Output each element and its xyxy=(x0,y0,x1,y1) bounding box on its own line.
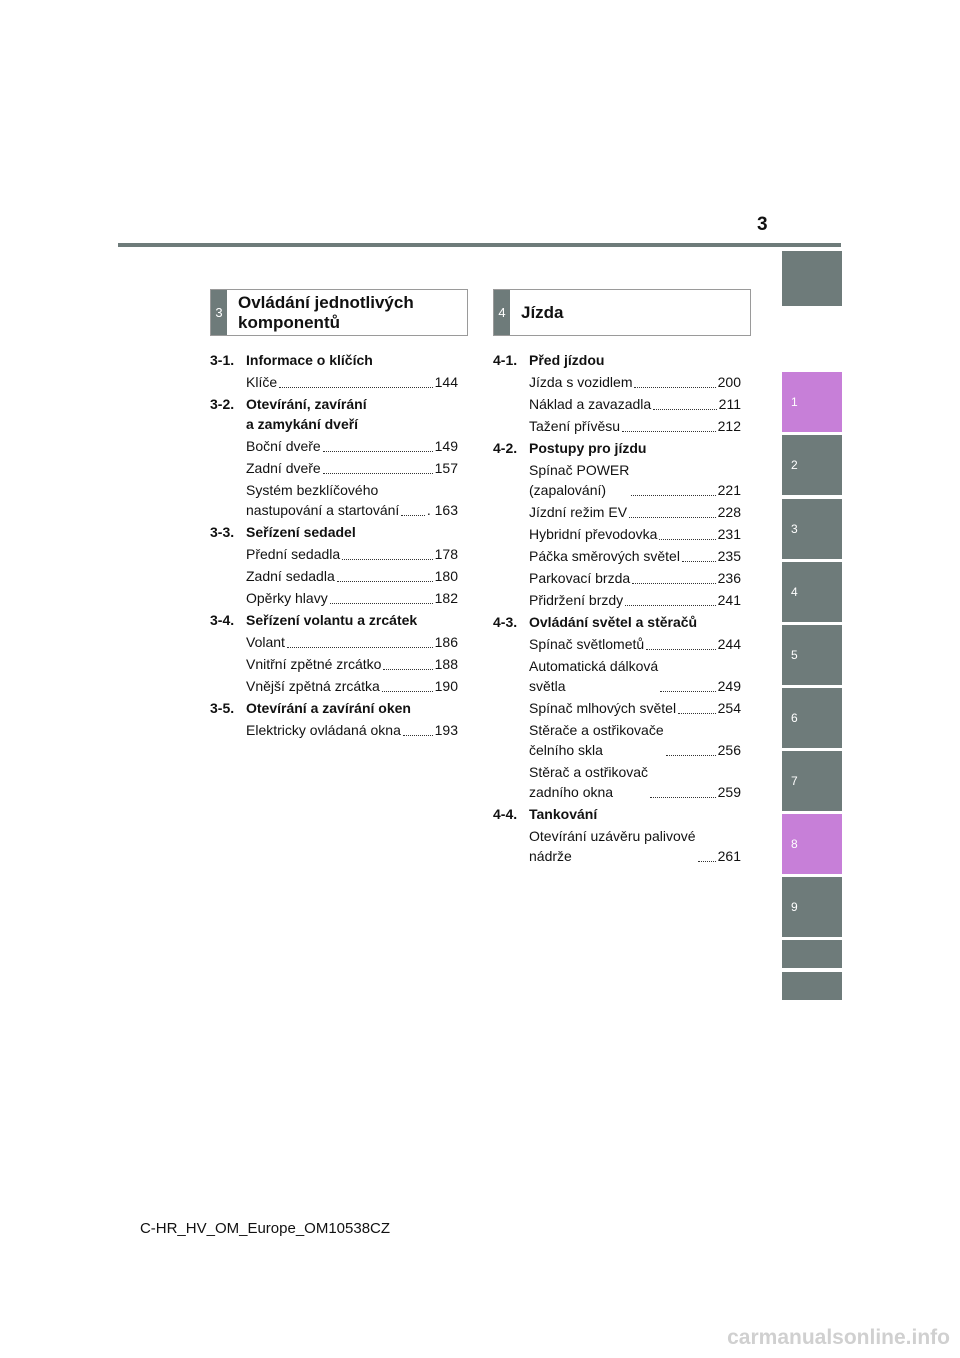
toc-entry-label: Spínač POWER (zapalování) xyxy=(529,462,630,498)
toc-group-number: 3-1. xyxy=(210,352,235,368)
toc-group xyxy=(210,394,458,520)
toc-entry[interactable] xyxy=(529,416,741,436)
dot-leader xyxy=(342,559,432,560)
dot-leader xyxy=(622,431,716,432)
toc-entry[interactable] xyxy=(529,762,741,802)
chapter-tab-5[interactable]: 5 xyxy=(782,625,842,685)
toc-entry-label: Přední sedadla xyxy=(246,546,341,562)
dot-leader xyxy=(659,539,715,540)
toc-entry-label: Parkovací brzda xyxy=(529,570,631,586)
toc-entry-label: Spínač světlometů xyxy=(529,636,645,652)
toc-entry[interactable] xyxy=(246,588,458,608)
dot-leader xyxy=(646,649,715,650)
chapter-tab-blank[interactable] xyxy=(782,251,842,306)
toc-entry-label: Stěrač a ostřikovač zadního okna xyxy=(529,764,649,800)
toc-group-label: Ovládání světel a stěračů xyxy=(529,614,698,630)
toc-group-label: Seřízení sedadel xyxy=(246,524,356,540)
toc-group-title[interactable] xyxy=(210,610,458,630)
toc-entry[interactable] xyxy=(246,436,458,456)
toc-entry-page: 212 xyxy=(717,418,741,434)
toc-entry-page: 228 xyxy=(717,504,741,520)
dot-leader xyxy=(287,647,433,648)
chapter-tab-6[interactable]: 6 xyxy=(782,688,842,748)
section-title: Jízda xyxy=(521,302,564,322)
toc-group-label: Před jízdou xyxy=(529,352,605,368)
toc-entry-page: 236 xyxy=(717,570,741,586)
toc-group xyxy=(493,804,741,866)
toc-entry-page: 193 xyxy=(434,722,458,738)
footer-code: C-HR_HV_OM_Europe_OM10538CZ xyxy=(139,1220,391,1237)
dot-leader xyxy=(653,409,716,410)
toc-group-title[interactable] xyxy=(493,350,741,370)
dot-leader xyxy=(279,387,433,388)
chapter-tab-7[interactable]: 7 xyxy=(782,751,842,811)
toc-entry[interactable] xyxy=(529,634,741,654)
toc-entry[interactable] xyxy=(529,720,741,760)
section-box-4 xyxy=(493,289,751,336)
dot-leader xyxy=(634,387,715,388)
toc-group-number: 4-3. xyxy=(493,614,518,630)
chapter-tab-1[interactable]: 1 xyxy=(782,372,842,432)
toc-entry-label: Vnější zpětná zrcátka xyxy=(246,678,380,694)
toc-group-title[interactable] xyxy=(493,804,741,824)
toc-entry-label: Spínač mlhových světel xyxy=(529,700,677,716)
toc-group-number: 4-1. xyxy=(493,352,518,368)
dot-leader xyxy=(660,691,715,692)
toc-entry-page: 261 xyxy=(717,848,741,864)
toc-entry-page: 211 xyxy=(718,396,741,412)
toc-entry-label: Otevírání uzávěru palivové nádrže xyxy=(529,828,696,864)
toc-entry[interactable] xyxy=(246,372,458,392)
chapter-tab-4[interactable]: 4 xyxy=(782,562,842,622)
toc-entry-page: 235 xyxy=(717,548,741,564)
toc-entry-page: 157 xyxy=(434,460,458,476)
toc-entry-label: Zadní sedadla xyxy=(246,568,335,584)
toc-group-label: Seřízení volantu a zrcátek xyxy=(246,612,418,628)
dot-leader xyxy=(323,451,433,452)
dot-leader xyxy=(382,691,433,692)
toc-group-number: 4-4. xyxy=(493,806,518,822)
toc-column-3 xyxy=(210,350,458,742)
chapter-tab-3[interactable]: 3 xyxy=(782,499,842,559)
toc-group-number: 4-2. xyxy=(493,440,518,456)
toc-group-title[interactable] xyxy=(210,394,458,434)
toc-column-4 xyxy=(493,350,741,868)
toc-group-label: Otevírání, zavírání a zamykání dveří xyxy=(246,396,367,432)
chapter-tab-blank[interactable] xyxy=(782,940,842,968)
dot-leader xyxy=(401,515,425,516)
toc-entry-page: 190 xyxy=(434,678,458,694)
toc-group-number: 3-3. xyxy=(210,524,235,540)
toc-entry-page: 149 xyxy=(434,438,458,454)
dot-leader xyxy=(330,603,433,604)
toc-entry-label: Jízda s vozidlem xyxy=(529,374,633,390)
toc-entry-label: Tažení přívěsu xyxy=(529,418,621,434)
toc-entry[interactable] xyxy=(529,460,741,500)
toc-entry-page: 244 xyxy=(717,636,741,652)
toc-group-title[interactable] xyxy=(493,612,741,632)
dot-leader xyxy=(632,583,715,584)
toc-entry-page: . 163 xyxy=(426,502,458,518)
toc-group xyxy=(493,612,741,802)
toc-entry-label: Opěrky hlavy xyxy=(246,590,328,606)
toc-entry-label: Volant xyxy=(246,634,285,650)
toc-entry-label: Hybridní převodovka xyxy=(529,526,658,542)
dot-leader xyxy=(678,713,716,714)
toc-entry-label: Automatická dálková světla xyxy=(529,658,659,694)
toc-group-number: 3-4. xyxy=(210,612,235,628)
toc-entry-label: Jízdní režim EV xyxy=(529,504,628,520)
toc-entry-page: 178 xyxy=(434,546,458,562)
chapter-tab-9[interactable]: 9 xyxy=(782,877,842,937)
toc-entry[interactable] xyxy=(529,524,741,544)
dot-leader xyxy=(403,735,433,736)
toc-entry[interactable] xyxy=(529,656,741,696)
toc-entry-label: Elektricky ovládaná okna xyxy=(246,722,401,738)
toc-entry-page: 188 xyxy=(434,656,458,672)
toc-entry[interactable] xyxy=(246,654,458,674)
dot-leader xyxy=(666,755,716,756)
toc-entry[interactable] xyxy=(246,480,458,520)
toc-group xyxy=(493,438,741,610)
dot-leader xyxy=(337,581,433,582)
chapter-tab-2[interactable]: 2 xyxy=(782,435,842,495)
toc-group-label: Informace o klíčích xyxy=(246,352,373,368)
toc-group-title[interactable] xyxy=(210,350,458,370)
toc-group xyxy=(210,522,458,608)
toc-group-label: Otevírání a zavírání oken xyxy=(246,700,411,716)
toc-entry-label: Zadní dveře xyxy=(246,460,321,476)
toc-entry-label: Přidržení brzdy xyxy=(529,592,624,608)
toc-entry[interactable] xyxy=(529,698,741,718)
toc-entry-label: Vnitřní zpětné zrcátko xyxy=(246,656,382,672)
toc-entry-page: 254 xyxy=(717,700,741,716)
toc-entry[interactable] xyxy=(529,568,741,588)
toc-group-label: Tankování xyxy=(529,806,598,822)
toc-entry-page: 200 xyxy=(717,374,741,390)
toc-group xyxy=(210,698,458,740)
toc-entry[interactable] xyxy=(529,394,741,414)
toc-entry[interactable] xyxy=(529,826,741,866)
toc-entry[interactable] xyxy=(246,632,458,652)
toc-entry[interactable] xyxy=(529,372,741,392)
section-box-3 xyxy=(210,289,468,336)
section-title: Ovládání jednotlivých komponentů xyxy=(238,292,414,332)
dot-leader xyxy=(650,797,716,798)
toc-entry-label: Náklad a zavazadla xyxy=(529,396,652,412)
toc-entry-label: Boční dveře xyxy=(246,438,321,454)
section-number: 4 xyxy=(494,290,510,335)
toc-entry[interactable] xyxy=(246,544,458,564)
toc-entry[interactable] xyxy=(529,546,741,566)
toc-entry[interactable] xyxy=(246,458,458,478)
dot-leader xyxy=(682,561,716,562)
toc-group xyxy=(493,350,741,436)
toc-group-title[interactable] xyxy=(493,438,741,458)
toc-entry-label: Systém bezklíčového nastupování a startování xyxy=(246,482,400,518)
toc-entry[interactable] xyxy=(529,502,741,522)
toc-group-number: 3-2. xyxy=(210,396,235,412)
toc-entry-page: 144 xyxy=(434,374,458,390)
header-rule xyxy=(118,243,841,247)
toc-entry[interactable] xyxy=(529,590,741,610)
watermark: carmanualsonline.info xyxy=(727,1326,950,1349)
toc-entry[interactable] xyxy=(246,566,458,586)
dot-leader xyxy=(323,473,433,474)
toc-entry-page: 221 xyxy=(717,482,741,498)
toc-entry-label: Páčka směrových světel xyxy=(529,548,680,564)
toc-entry-page: 256 xyxy=(717,742,741,758)
toc-entry-page: 186 xyxy=(434,634,458,650)
chapter-tab-blank[interactable] xyxy=(782,972,842,1000)
toc-entry-page: 259 xyxy=(717,784,741,800)
toc-entry-page: 241 xyxy=(717,592,741,608)
toc-entry-page: 231 xyxy=(717,526,741,542)
page-number: 3 xyxy=(757,214,768,235)
toc-group-title[interactable] xyxy=(210,522,458,542)
dot-leader xyxy=(698,861,716,862)
toc-group-title[interactable] xyxy=(210,698,458,718)
toc-group-number: 3-5. xyxy=(210,700,235,716)
toc-group xyxy=(210,350,458,392)
toc-entry-label: Stěrače a ostřikovače čelního skla xyxy=(529,722,664,758)
dot-leader xyxy=(625,605,715,606)
toc-group-label: Postupy pro jízdu xyxy=(529,440,647,456)
section-number: 3 xyxy=(211,290,227,335)
chapter-tab-8[interactable]: 8 xyxy=(782,814,842,874)
toc-entry[interactable] xyxy=(246,676,458,696)
dot-leader xyxy=(383,669,432,670)
toc-group xyxy=(210,610,458,696)
dot-leader xyxy=(631,495,715,496)
toc-entry-page: 182 xyxy=(434,590,458,606)
toc-entry-page: 249 xyxy=(717,678,741,694)
toc-entry-page: 180 xyxy=(434,568,458,584)
toc-entry-label: Klíče xyxy=(246,374,278,390)
dot-leader xyxy=(629,517,716,518)
toc-entry[interactable] xyxy=(246,720,458,740)
